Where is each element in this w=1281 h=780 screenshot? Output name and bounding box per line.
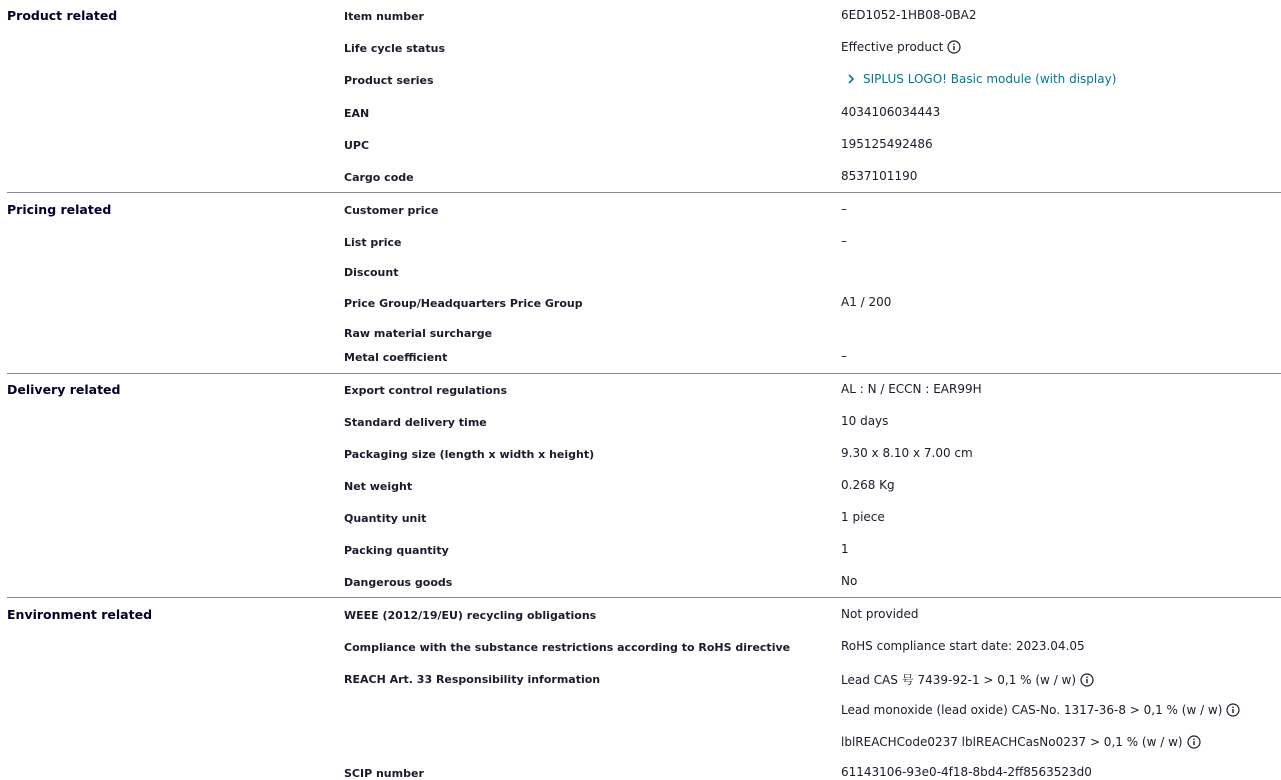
value-dangerous-goods: No (841, 574, 858, 588)
info-circle-icon[interactable] (947, 40, 961, 54)
value-weee: Not provided (841, 607, 919, 621)
label-dangerous-goods: Dangerous goods (344, 576, 453, 589)
value-reach-lead-oxide: Lead monoxide (lead oxide) CAS-No. 1317-36-8 > 0,1 % (w / w) (841, 703, 1223, 717)
product-series-link[interactable] (841, 72, 1116, 86)
label-packing-quantity: Packing quantity (344, 544, 449, 557)
label-cargo-code: Cargo code (344, 171, 414, 184)
value-price-group: A1 / 200 (841, 295, 892, 309)
label-export-control: Export control regulations (344, 384, 508, 397)
info-circle-icon[interactable] (1080, 673, 1094, 687)
label-packaging-size: Packaging size (length x width x height) (344, 448, 595, 461)
value-quantity-unit: 1 piece (841, 510, 885, 524)
label-raw-material-surcharge: Raw material surcharge (344, 327, 493, 340)
info-circle-icon[interactable] (1187, 735, 1201, 749)
value-metal-coefficient: – (841, 349, 847, 363)
section-divider (7, 373, 1281, 374)
label-scip-number: SCIP number (344, 767, 424, 780)
label-item-number: Item number (344, 10, 424, 23)
value-list-price: – (841, 234, 847, 248)
label-product-series: Product series (344, 74, 434, 87)
label-quantity-unit: Quantity unit (344, 512, 427, 525)
section-divider (7, 192, 1281, 193)
value-ean: 4034106034443 (841, 105, 941, 119)
value-cargo-code: 8537101190 (841, 169, 918, 183)
label-reach: REACH Art. 33 Responsibility information (344, 673, 601, 686)
label-metal-coefficient: Metal coefficient (344, 351, 448, 364)
value-packaging-size: 9.30 x 8.10 x 7.00 cm (841, 446, 973, 460)
value-reach-lead-row (841, 671, 1094, 688)
product-series-link-inner[interactable] (841, 72, 1116, 86)
section-title-product: Product related (7, 8, 118, 23)
value-packing-quantity: 1 (841, 542, 849, 556)
label-ean: EAN (344, 107, 370, 120)
value-scip-number: 61143106-93e0-4f18-8bd4-2ff8563523d0 (841, 765, 1092, 779)
value-reach-lead: Lead CAS 号 7439-92-1 > 0,1 % (w / w) (841, 673, 1077, 687)
label-rohs: Compliance with the substance restrictions according to RoHS directive (344, 641, 791, 654)
value-reach-code: lblREACHCode0237 lblREACHCasNo0237 > 0,1 % (w / w) (841, 735, 1183, 749)
value-reach-lead-oxide-row (841, 703, 1240, 717)
value-upc: 195125492486 (841, 137, 933, 151)
value-life-cycle-status-row (841, 40, 961, 54)
value-standard-delivery-time: 10 days (841, 414, 889, 428)
value-reach-code-row (841, 735, 1201, 749)
section-title-environment: Environment related (7, 607, 153, 622)
value-export-control: AL : N / ECCN : EAR99H (841, 382, 982, 396)
value-item-number: 6ED1052-1HB08-0BA2 (841, 8, 977, 22)
label-list-price: List price (344, 236, 402, 249)
value-life-cycle-status: Effective product (841, 40, 944, 54)
label-discount: Discount (344, 266, 399, 279)
value-rohs: RoHS compliance start date: 2023.04.05 (841, 639, 1085, 653)
section-title-pricing: Pricing related (7, 202, 112, 217)
section-divider (7, 597, 1281, 598)
label-upc: UPC (344, 139, 370, 152)
chevron-right-icon (845, 73, 857, 85)
label-customer-price: Customer price (344, 204, 439, 217)
info-circle-icon[interactable] (1226, 703, 1240, 717)
label-life-cycle-status: Life cycle status (344, 42, 445, 55)
label-standard-delivery-time: Standard delivery time (344, 416, 487, 429)
label-price-group: Price Group/Headquarters Price Group (344, 297, 583, 310)
section-title-delivery: Delivery related (7, 382, 121, 397)
product-series-link-text[interactable]: SIPLUS LOGO! Basic module (with display) (863, 72, 1117, 86)
value-customer-price: – (841, 202, 847, 216)
label-net-weight: Net weight (344, 480, 413, 493)
value-net-weight: 0.268 Kg (841, 478, 895, 492)
label-weee: WEEE (2012/19/EU) recycling obligations (344, 609, 597, 622)
